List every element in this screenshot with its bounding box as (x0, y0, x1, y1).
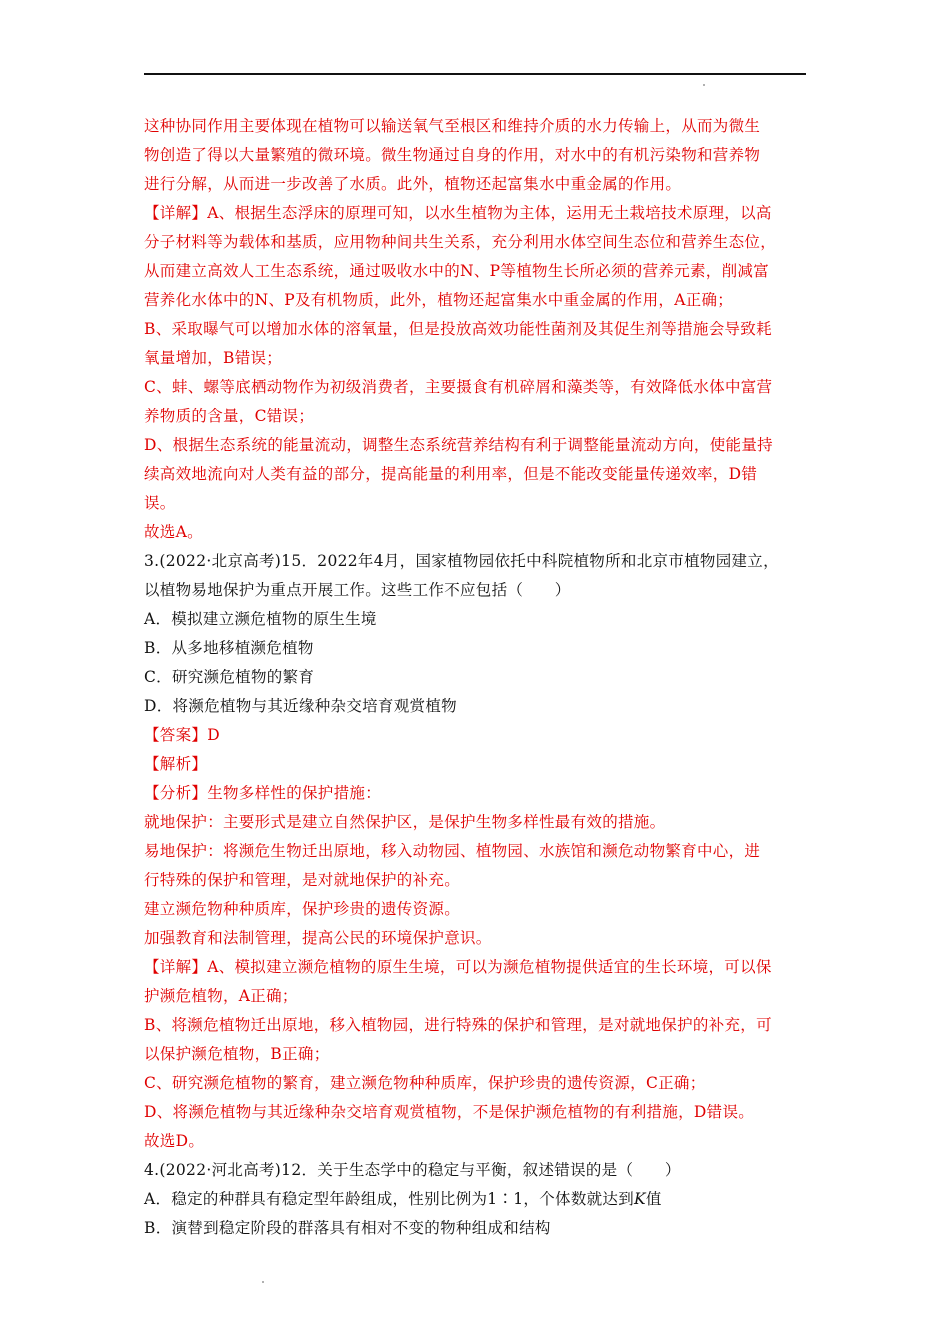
option-a-text: A．稳定的种群具有稳定型年龄组成，性别比例为1∶1，个体数就达到 (144, 1190, 635, 1208)
header-rule (144, 73, 806, 75)
conclusion-line: 故选D。 (144, 1132, 205, 1150)
text-line: 以保护濒危植物，B正确； (144, 1045, 330, 1063)
text-line: C、研究濒危植物的繁育，建立濒危物种种质库，保护珍贵的遗传资源，C正确； (144, 1074, 706, 1092)
text-line: 物创造了得以大量繁殖的微环境。微生物通过自身的作用，对水中的有机污染物和营养物 (144, 146, 761, 164)
q2-explanation-continued (144, 112, 810, 547)
text-line: C、蚌、螺等底栖动物作为初级消费者，主要摄食有机碎屑和藻类等，有效降低水体中富营 (144, 378, 773, 396)
text-line: 分子材料等为载体和基质，应用物种间共生关系，充分利用水体空间生态位和营养生态位， (144, 233, 777, 251)
text-line: D、根据生态系统的能量流动，调整生态系统营养结构有利于调整能量流动方向，使能量持 (144, 436, 773, 454)
page-speck (703, 84, 705, 86)
text-line: 就地保护：主要形式是建立自然保护区，是保护生物多样性最有效的措施。 (144, 813, 666, 831)
question-stem: 4.(2022·河北高考)12．关于生态学中的稳定与平衡，叙述错误的是（ ） (144, 1161, 681, 1179)
text-line: 【分析】生物多样性的保护措施： (144, 784, 382, 802)
option-a: A．模拟建立濒危植物的原生生境 (144, 610, 377, 628)
text-line: 续高效地流向对人类有益的部分，提高能量的利用率，但是不能改变能量传递效率，D错 (144, 465, 758, 483)
text-line: 行特殊的保护和管理，是对就地保护的补充。 (144, 871, 461, 889)
text-line: B、将濒危植物迁出原地，移入植物园，进行特殊的保护和管理，是对就地保护的补充，可 (144, 1016, 772, 1034)
text-line: 营养化水体中的N、P及有机物质，此外，植物还起富集水中重金属的作用，A正确； (144, 291, 734, 309)
page-speck (262, 1281, 264, 1283)
question-4 (144, 1156, 810, 1243)
analysis-header: 【解析】 (144, 755, 208, 773)
conclusion-line: 故选A。 (144, 523, 203, 541)
text-line: 加强教育和法制管理，提高公民的环境保护意识。 (144, 929, 492, 947)
text-line: 误。 (144, 494, 176, 512)
option-b: B．演替到稳定阶段的群落具有相对不变的物种组成和结构 (144, 1219, 551, 1237)
text-line: 护濒危植物，A正确； (144, 987, 298, 1005)
question-stem: 以植物易地保护为重点开展工作。这些工作不应包括（ ） (144, 581, 571, 599)
option-b: B．从多地移植濒危植物 (144, 639, 314, 657)
option-c: C．研究濒危植物的繁育 (144, 668, 315, 686)
text-line: 【详解】A、模拟建立濒危植物的原生生境，可以为濒危植物提供适宜的生长环境，可以保 (144, 958, 772, 976)
k-symbol: K (634, 1190, 646, 1208)
text-line: D、将濒危植物与其近缘种杂交培育观赏植物，不是保护濒危植物的有利措施，D错误。 (144, 1103, 755, 1121)
option-a (144, 1185, 810, 1214)
text-line: 建立濒危物种种质库，保护珍贵的遗传资源。 (144, 900, 461, 918)
question-stem: 3.(2022·北京高考)15．2022年4月，国家植物园依托中科院植物所和北京市植物园建立， (144, 552, 779, 570)
text-line: 进行分解，从而进一步改善了水质。此外，植物还起富集水中重金属的作用。 (144, 175, 682, 193)
text-line: 易地保护：将濒危生物迁出原地，移入动物园、植物园、水族馆和濒危动物繁育中心，进 (144, 842, 761, 860)
question-3 (144, 547, 810, 1156)
document-body (144, 112, 810, 1243)
text-line: 从而建立高效人工生态系统，通过吸收水中的N、P等植物生长所必须的营养元素，削减富 (144, 262, 769, 280)
text-line: 养物质的含量，C错误； (144, 407, 315, 425)
text-line: 氧量增加，B错误； (144, 349, 283, 367)
text-line: B、采取曝气可以增加水体的溶氧量，但是投放高效功能性菌剂及其促生剂等措施会导致耗 (144, 320, 772, 338)
answer-line: 【答案】D (144, 726, 220, 744)
text-line: 【详解】A、根据生态浮床的原理可知，以水生植物为主体，运用无土栽培技术原理，以高 (144, 204, 772, 222)
text-line: 这种协同作用主要体现在植物可以输送氧气至根区和维持介质的水力传输上，从而为微生 (144, 117, 761, 135)
option-a-suffix: 值 (645, 1190, 662, 1208)
option-d: D．将濒危植物与其近缘种杂交培育观赏植物 (144, 697, 457, 715)
